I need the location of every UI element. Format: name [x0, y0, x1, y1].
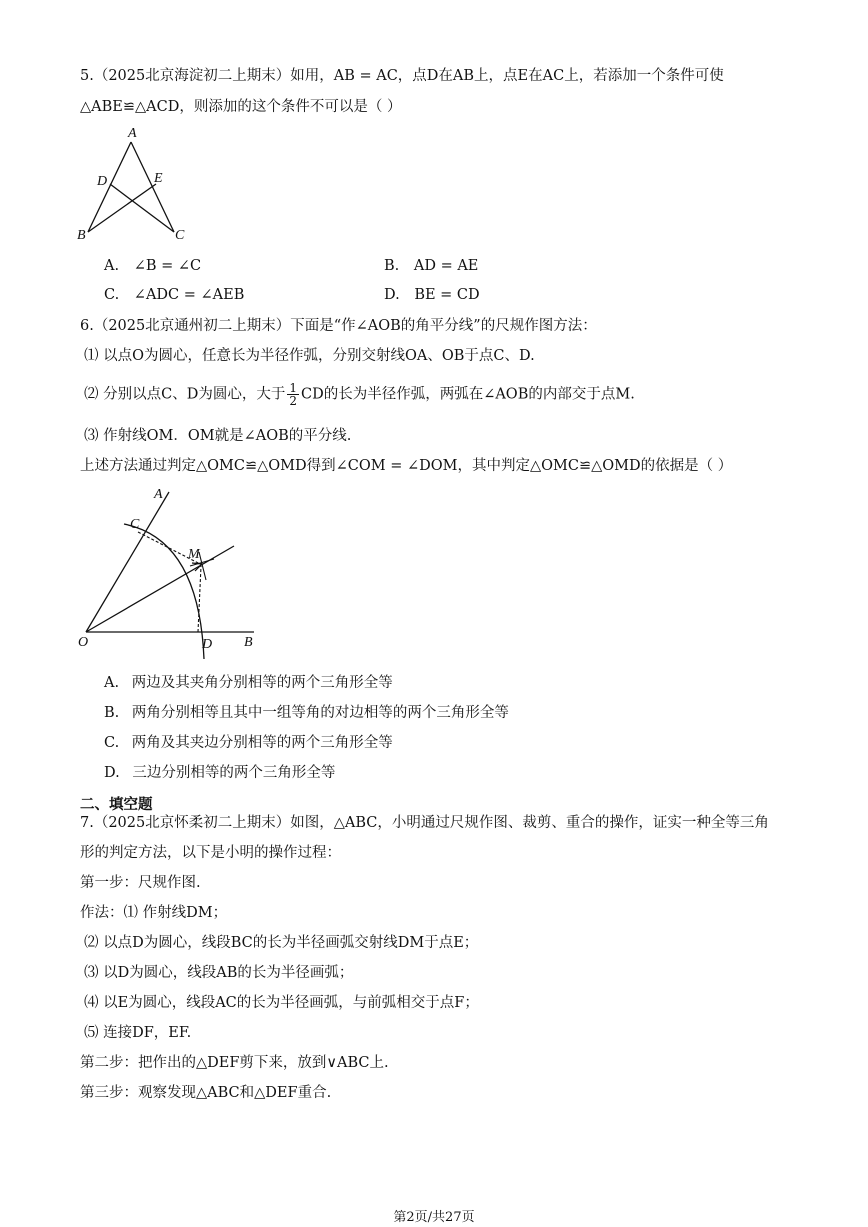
q7-s5: ⑸ 连接DF，EF.: [84, 1025, 192, 1041]
q6-option-c-text: 两角及其夹边分别相等的两个三角形全等: [131, 735, 393, 751]
q5-label-b: B: [77, 228, 86, 243]
q6-option-a-text: 两边及其夹角分别相等的两个三角形全等: [131, 675, 393, 691]
q5-figure: [70, 122, 200, 247]
q7-method: 作法：⑴ 作射线DM；: [80, 905, 228, 921]
q7-s2: ⑵ 以点D为圆心，线段BC的长为半径画弧交射线DM于点E；: [84, 935, 479, 951]
q6-fraction: [287, 382, 299, 407]
q6-option-b-text: 两角分别相等且其中一组等角的对边相等的两个三角形全等: [131, 705, 509, 721]
q6-option-b[interactable]: [104, 703, 509, 723]
q5-line2: △ABE≌△ACD，则添加的这个条件不可以是（ ）: [80, 99, 402, 115]
q5-option-c-letter: C.: [104, 287, 120, 303]
q5-label-c: C: [175, 228, 185, 243]
q5-option-b-letter: B.: [384, 258, 400, 274]
q5-option-c-text: ∠ADC = ∠AEB: [133, 287, 245, 303]
q6-ray-om: [86, 546, 234, 632]
q5-option-a[interactable]: [104, 256, 201, 276]
q5-segment-be: [88, 184, 156, 232]
q6-arc-cd: [124, 524, 204, 659]
q5-label-d: D: [97, 174, 108, 189]
q5-option-d-text: BE = CD: [414, 287, 480, 303]
q6-option-c-letter: C.: [104, 735, 120, 751]
q6-option-a[interactable]: [104, 673, 393, 693]
q7-line2: 形的判定方法，以下是小明的操作过程：: [80, 845, 341, 861]
q6-step1: ⑴ 以点O为圆心，任意长为半径作弧，分别交射线OA、OB于点C、D.: [84, 348, 535, 364]
q6-label-a: A: [154, 487, 163, 502]
q5-option-d[interactable]: [384, 285, 480, 305]
q5-label-a: A: [128, 126, 137, 141]
q5-label-e: E: [154, 171, 163, 186]
q5-line1: 5.（2025北京海淀初二上期末）如用，AB = AC，点D在AB上，点E在AC上，若添加一个条件可使: [80, 68, 724, 84]
q6-fraction-numerator: 1: [289, 381, 297, 395]
q6-label-b: B: [244, 635, 253, 650]
q6-intro: 6.（2025北京通州初二上期末）下面是“作∠AOB的角平分线”的尺规作图方法：: [80, 318, 597, 334]
q6-option-c[interactable]: [104, 733, 393, 753]
q5-segment-ab: [88, 142, 131, 232]
q5-option-d-letter: D.: [384, 287, 400, 303]
q6-option-b-letter: B.: [104, 705, 120, 721]
page-footer: 第2页/共27页: [393, 1210, 475, 1225]
q6-figure: [74, 484, 274, 659]
q5-segment-cd: [110, 184, 174, 232]
q6-option-d-text: 三边分别相等的两个三角形全等: [132, 765, 336, 781]
q7-s3: ⑶ 以D为圆心，线段AB的长为半径画弧；: [84, 965, 354, 981]
q7-step-second: 第二步：把作出的△DEF剪下来，放到∨ABC上.: [80, 1055, 389, 1071]
q5-option-a-letter: A.: [104, 258, 120, 274]
q7-step-first: 第一步：尺规作图.: [80, 875, 201, 891]
q6-label-m: M: [188, 547, 200, 562]
q6-step2: [84, 382, 635, 407]
q6-question: 上述方法通过判定△OMC≌△OMD得到∠COM = ∠DOM，其中判定△OMC≌△OMD的依据是（ ）: [80, 458, 733, 474]
q7-line1: 7.（2025北京怀柔初二上期末）如图，△ABC，小明通过尺规作图、裁剪、重合的操作，证实一种全等三角: [80, 815, 769, 831]
q6-step3: ⑶ 作射线OM．OM就是∠AOB的平分线.: [84, 428, 352, 444]
q6-option-d[interactable]: [104, 763, 335, 783]
q6-label-c: C: [130, 517, 140, 532]
q5-option-b-text: AD = AE: [413, 258, 479, 274]
q7-s4: ⑷ 以E为圆心，线段AC的长为半径画弧，与前弧相交于点F；: [84, 995, 479, 1011]
q6-option-a-letter: A.: [104, 675, 120, 691]
q5-option-c[interactable]: [104, 285, 244, 305]
q6-label-o: O: [78, 635, 89, 650]
q6-option-d-letter: D.: [104, 765, 120, 781]
q5-option-a-text: ∠B = ∠C: [133, 258, 202, 274]
q7-step-third: 第三步：观察发现△ABC和△DEF重合.: [80, 1085, 332, 1101]
q6-ray-oa: [86, 492, 169, 632]
q6-label-d: D: [202, 637, 213, 652]
q6-step2-pre: ⑵ 分别以点C、D为圆心，大于: [84, 386, 286, 403]
q6-fraction-denominator: 2: [289, 394, 297, 408]
q5-option-b[interactable]: [384, 256, 478, 276]
section-heading-fill-in: 二、填空题: [80, 797, 153, 813]
q6-step2-post: CD的长为半径作弧，两弧在∠AOB的内部交于点M.: [300, 386, 635, 403]
